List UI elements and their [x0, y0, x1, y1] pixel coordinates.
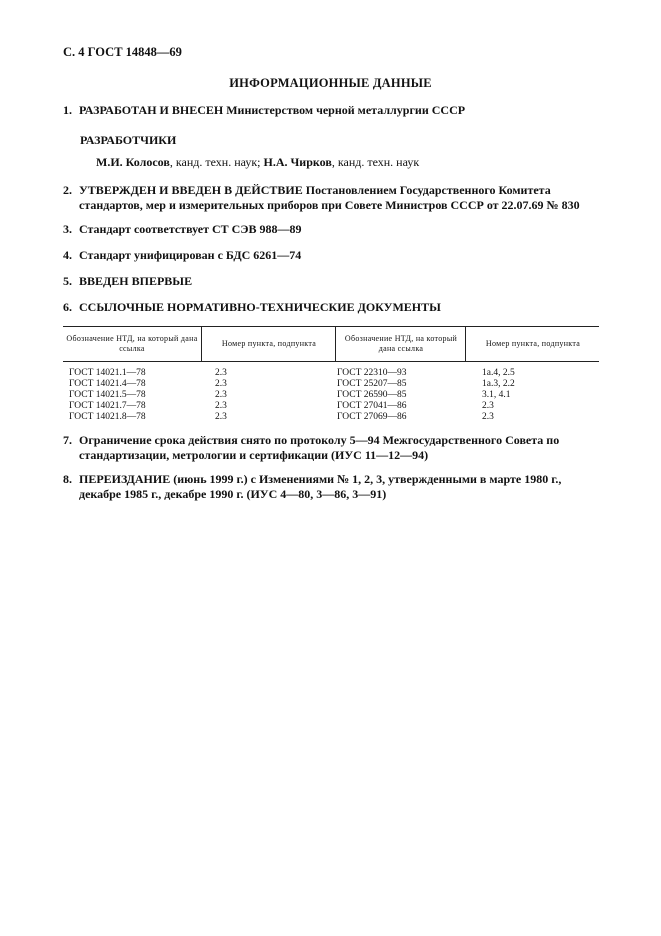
developer-name: Н.А. Чирков: [263, 155, 332, 169]
clause-cell: 2.3: [482, 401, 494, 411]
clause-cell: 3.1, 4.1: [482, 390, 511, 400]
clause-cell: 2.3: [215, 368, 227, 378]
clause-cell: 2.3: [215, 401, 227, 411]
ntd-cell: ГОСТ 26590—85: [337, 390, 407, 400]
item-number: 1.: [63, 103, 72, 117]
page-title: ИНФОРМАЦИОННЫЕ ДАННЫЕ: [229, 76, 432, 90]
ntd-cell: ГОСТ 27041—86: [337, 401, 407, 411]
table-row: [63, 368, 599, 379]
developer-title: , канд. техн. наук;: [169, 155, 264, 169]
item-2: [63, 183, 603, 213]
item-number: 3.: [63, 222, 72, 236]
developers-list: [96, 155, 419, 170]
reference-documents-table: [63, 326, 599, 423]
ntd-cell: ГОСТ 14021.4—78: [69, 379, 146, 389]
clause-cell: 2.3: [215, 412, 227, 422]
ntd-cell: ГОСТ 14021.7—78: [69, 401, 146, 411]
table-row: [63, 379, 599, 390]
item-3: [63, 222, 603, 237]
page-header: С. 4 ГОСТ 14848—69: [63, 45, 182, 59]
table-row: [63, 390, 599, 401]
item-number: 4.: [63, 248, 72, 262]
ntd-cell: ГОСТ 27069—86: [337, 412, 407, 422]
clause-cell: 2.3: [215, 390, 227, 400]
developer-name: М.И. Колосов: [96, 155, 170, 169]
header-clause-number: Номер пункта, подпункта: [201, 327, 336, 361]
item-5: [63, 274, 603, 289]
header-ntd-designation: Обозначение НТД, на который дана ссылка: [66, 334, 198, 353]
item-8: [63, 472, 603, 502]
table-body: [63, 362, 599, 423]
table-header: [63, 326, 599, 362]
item-7: [63, 433, 603, 463]
item-text: УТВЕРЖДЕН И ВВЕДЕН В ДЕЙСТВИЕ Постановлением Государственного Комитета стандартов, мер и измерительных приборов при Совете Министров СССР от 22.07.69 № 830: [79, 183, 580, 212]
item-4: [63, 248, 603, 263]
item-text: ССЫЛОЧНЫЕ НОРМАТИВНО-ТЕХНИЧЕСКИЕ ДОКУМЕНТЫ: [79, 300, 441, 314]
item-number: 6.: [63, 300, 72, 314]
header-ntd-designation: Обозначение НТД, на который дана ссылка: [335, 327, 466, 361]
ntd-cell: ГОСТ 14021.5—78: [69, 390, 146, 400]
item-text: Ограничение срока действия снято по протоколу 5—94 Межгосударственного Совета по стандартизации, метрологии и сертификации (ИУС 11—12—94): [79, 433, 560, 462]
clause-cell: 2.3: [482, 412, 494, 422]
item-number: 7.: [63, 433, 72, 447]
developers-label: РАЗРАБОТЧИКИ: [80, 133, 177, 147]
item-number: 8.: [63, 472, 72, 486]
clause-cell: 2.3: [215, 379, 227, 389]
clause-cell: 1а.3, 2.2: [482, 379, 515, 389]
clause-cell: 1а.4, 2.5: [482, 368, 515, 378]
item-text: Стандарт унифицирован с БДС 6261—74: [79, 248, 302, 262]
table-row: [63, 412, 599, 423]
item-text: ПЕРЕИЗДАНИЕ (июнь 1999 г.) с Изменениями № 1, 2, 3, утвержденными в марте 1980 г., декабре 1985 г., декабре 1990 г. (ИУС 4—80, 3—86, 3—91): [79, 472, 562, 501]
item-text: ВВЕДЕН ВПЕРВЫЕ: [79, 274, 193, 288]
item-number: 5.: [63, 274, 72, 288]
item-text: Стандарт соответствует СТ СЭВ 988—89: [79, 222, 302, 236]
item-text: РАЗРАБОТАН И ВНЕСЕН Министерством черной металлургии СССР: [79, 103, 466, 117]
ntd-cell: ГОСТ 14021.8—78: [69, 412, 146, 422]
ntd-cell: ГОСТ 25207—85: [337, 379, 407, 389]
item-6: [63, 300, 603, 315]
ntd-cell: ГОСТ 14021.1—78: [69, 368, 146, 378]
header-clause-number: Номер пункта, подпункта: [465, 327, 600, 361]
developer-title: , канд. техн. наук: [331, 155, 420, 169]
item-1: [63, 103, 603, 118]
ntd-cell: ГОСТ 22310—93: [337, 368, 407, 378]
item-number: 2.: [63, 183, 72, 197]
table-row: [63, 401, 599, 412]
